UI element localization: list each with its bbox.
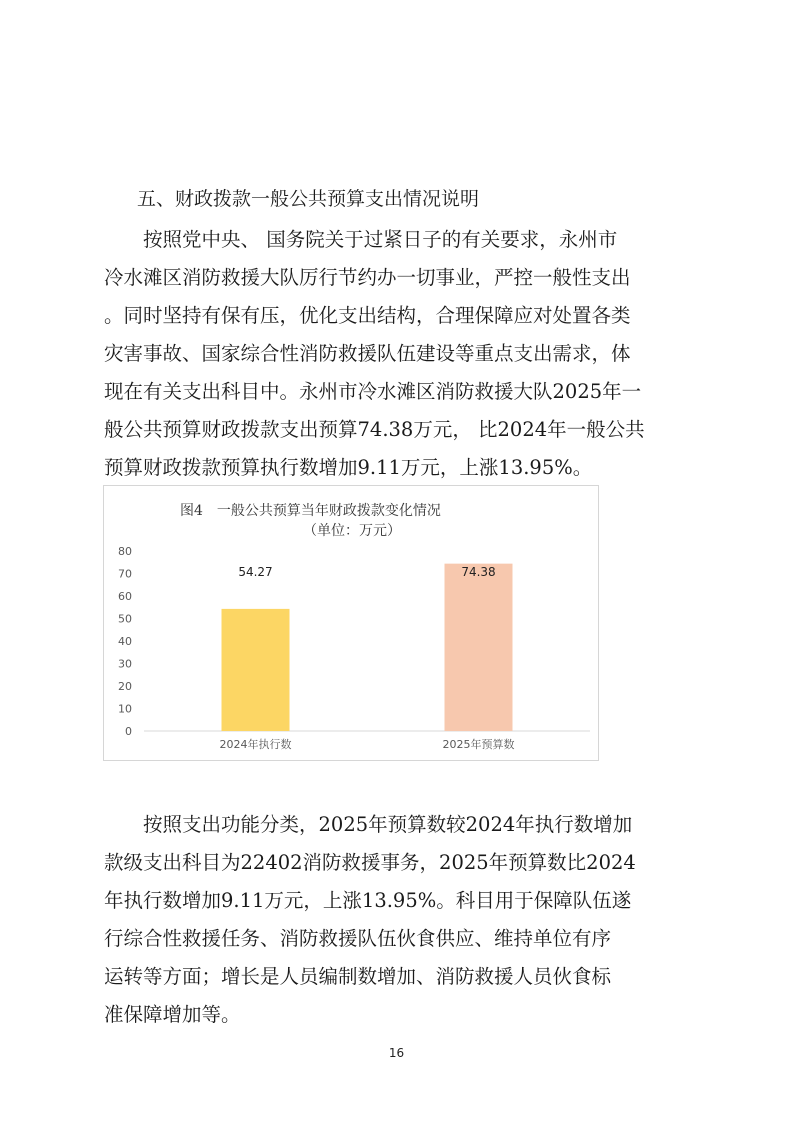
- paragraph-1-line: 按照党中央、 国务院关于过紧日子的有关要求，永州市: [104, 228, 618, 251]
- bar: [445, 564, 513, 731]
- y-tick-label: 50: [118, 612, 132, 626]
- y-tick-label: 60: [118, 590, 132, 603]
- page-number: 16: [388, 1046, 405, 1060]
- paragraph-1-line: 般公共预算财政拨款支出预算74.38万元， 比2024年一般公共: [104, 418, 645, 441]
- paragraph-1-line: 现在有关支出科目中。永州市冷水滩区消防救援大队2025年一: [104, 380, 642, 403]
- data-label: 74.38: [461, 565, 496, 579]
- chart-subtitle: （单位：万元）: [303, 523, 401, 539]
- bar: [222, 609, 290, 731]
- paragraph-1-line: 灾害事故、国家综合性消防救援队伍建设等重点支出需求，体: [104, 342, 631, 365]
- paragraph-2-line: 年执行数增加9.11万元，上涨13.95%。科目用于保障队伍遂: [104, 889, 632, 912]
- bar-chart-frame: [103, 485, 599, 761]
- paragraph-2-line: 运转等方面；增长是人员编制数增加、消防救援人员伙食标: [104, 965, 612, 988]
- paragraph-1-line: 冷水滩区消防救援大队厉行节约办一切事业，严控一般性支出: [104, 266, 631, 289]
- data-label: 54.27: [238, 565, 273, 579]
- y-tick-label: 40: [118, 635, 132, 648]
- bar-chart: [104, 486, 600, 762]
- paragraph-2: [104, 806, 704, 1034]
- paragraph-2-line: 款级支出科目为22402消防救援事务，2025年预算数比2024: [104, 851, 636, 874]
- x-tick-label: 2025年预算数: [442, 738, 515, 751]
- x-tick-label: 2024年执行数: [219, 738, 292, 751]
- paragraph-2-line: 准保障增加等。: [104, 1003, 241, 1026]
- y-tick-label: 0: [125, 725, 132, 738]
- paragraph-2-line: 行综合性救援任务、消防救援队伍伙食供应、维持单位有序: [104, 927, 612, 950]
- chart-title: 图4 一般公共预算当年财政拨款变化情况: [180, 503, 441, 519]
- y-tick-label: 10: [118, 702, 132, 716]
- section-heading: 五、财政拨款一般公共预算支出情况说明: [137, 188, 480, 210]
- paragraph-1: [104, 221, 704, 487]
- y-tick-label: 70: [118, 567, 132, 581]
- paragraph-2-line: 按照支出功能分类，2025年预算数较2024年执行数增加: [104, 813, 633, 836]
- paragraph-1-line: 。同时坚持有保有压，优化支出结构，合理保障应对处置各类: [104, 304, 631, 327]
- y-tick-label: 30: [118, 657, 132, 671]
- y-tick-label: 80: [118, 545, 132, 558]
- y-tick-label: 20: [118, 680, 132, 693]
- paragraph-1-line: 预算财政拨款预算执行数增加9.11万元，上涨13.95%。: [104, 456, 593, 479]
